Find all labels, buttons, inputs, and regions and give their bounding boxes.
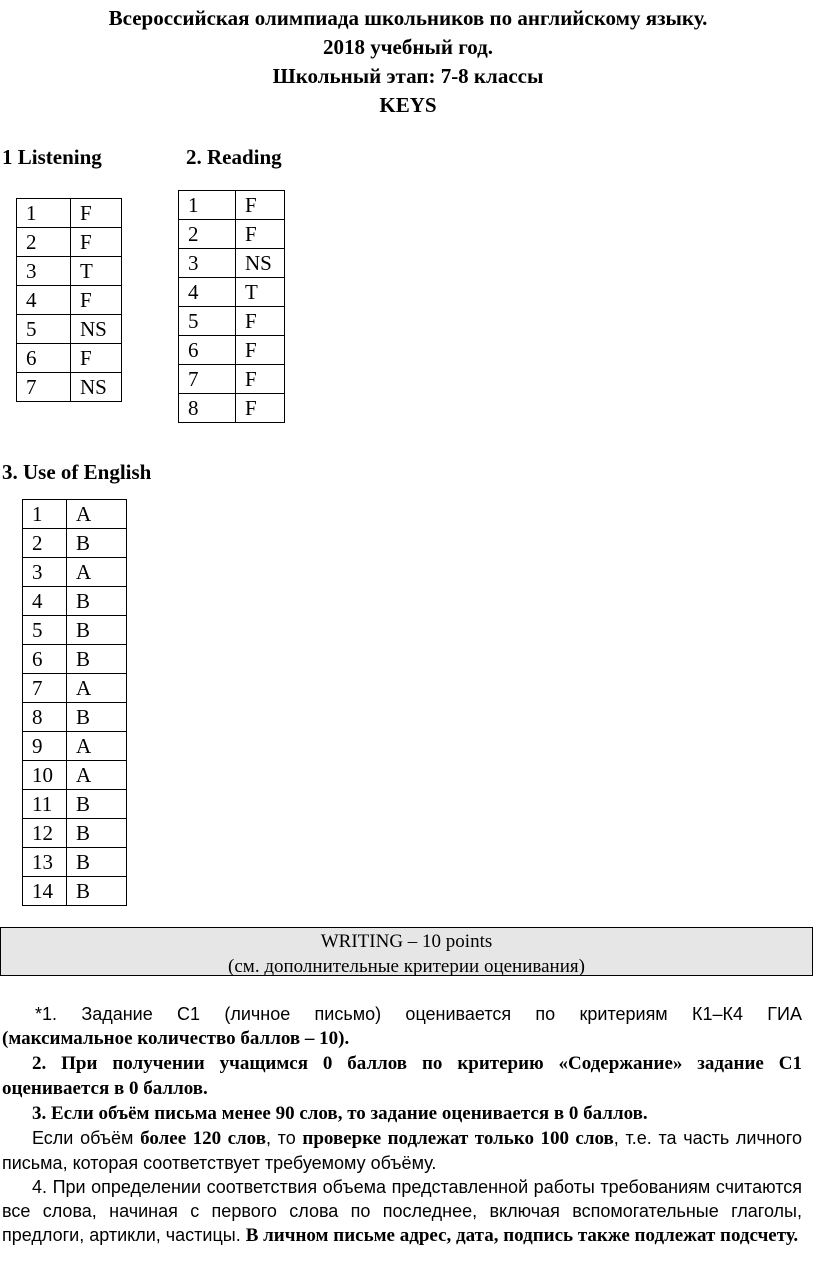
- reading-row: [179, 394, 285, 423]
- answer-value: B: [67, 703, 127, 732]
- use-of-english-row: [23, 848, 127, 877]
- answer-value: B: [67, 877, 127, 906]
- answer-value: B: [67, 529, 127, 558]
- use-of-english-row: [23, 761, 127, 790]
- question-number: 8: [23, 703, 67, 732]
- listening-heading: 1 Listening: [2, 145, 102, 169]
- question-number: 6: [23, 645, 67, 674]
- answer-value: A: [67, 674, 127, 703]
- question-number: 14: [23, 877, 67, 906]
- answer-value: A: [67, 500, 127, 529]
- answer-value: F: [236, 336, 285, 365]
- note-1: *1. Задание С1 (личное письмо) оценивается по критериям К1–К4 ГИА: [35, 1004, 802, 1024]
- question-number: 4: [179, 278, 236, 307]
- listening-row: [17, 199, 122, 228]
- answer-value: B: [67, 645, 127, 674]
- answer-value: F: [236, 307, 285, 336]
- answer-value: B: [67, 587, 127, 616]
- question-number: 6: [179, 336, 236, 365]
- question-number: 3: [179, 249, 236, 278]
- reading-row: [179, 307, 285, 336]
- use-of-english-row: [23, 529, 127, 558]
- question-number: 1: [179, 191, 236, 220]
- answer-value: NS: [71, 373, 122, 402]
- answer-value: A: [67, 732, 127, 761]
- use-of-english-row: [23, 877, 127, 906]
- question-number: 3: [17, 257, 71, 286]
- writing-banner: [0, 927, 813, 976]
- answer-value: B: [67, 819, 127, 848]
- question-number: 4: [23, 587, 67, 616]
- question-number: 11: [23, 790, 67, 819]
- note-3-extra: Если объём более 120 слов, то проверке подлежат только 100 слов, т.е. та часть личного письма, которая соответствует требуемому объёму.: [2, 1128, 802, 1173]
- answer-value: NS: [236, 249, 285, 278]
- use-of-english-answers-table: [22, 499, 127, 906]
- answer-value: F: [236, 365, 285, 394]
- writing-notes: [2, 1002, 802, 1248]
- question-number: 1: [17, 199, 71, 228]
- reading-row: [179, 336, 285, 365]
- listening-row: [17, 286, 122, 315]
- question-number: 7: [17, 373, 71, 402]
- question-number: 12: [23, 819, 67, 848]
- question-number: 8: [179, 394, 236, 423]
- use-of-english-row: [23, 500, 127, 529]
- listening-row: [17, 315, 122, 344]
- answer-value: F: [236, 220, 285, 249]
- writing-criteria-note: (см. дополнительные критерии оценивания): [228, 956, 585, 977]
- question-number: 1: [23, 500, 67, 529]
- answer-value: F: [71, 344, 122, 373]
- question-number: 5: [23, 616, 67, 645]
- answer-value: B: [67, 790, 127, 819]
- note-1-cont: (максимальное количество баллов – 10).: [2, 1028, 350, 1049]
- reading-answers-table: [178, 190, 285, 423]
- answer-value: F: [236, 394, 285, 423]
- question-number: 3: [23, 558, 67, 587]
- question-number: 4: [17, 286, 71, 315]
- note-2: 2. При получении учащимся 0 баллов по критерию «Содержание» задание С1 оценивается в 0 баллов.: [2, 1053, 802, 1099]
- question-number: 2: [179, 220, 236, 249]
- reading-row: [179, 365, 285, 394]
- reading-row: [179, 220, 285, 249]
- year-line: 2018 учебный год.: [322, 35, 494, 59]
- note-3: 3. Если объём письма менее 90 слов, то задание оценивается в 0 баллов.: [32, 1103, 648, 1124]
- use-of-english-row: [23, 616, 127, 645]
- question-number: 6: [17, 344, 71, 373]
- use-of-english-row: [23, 674, 127, 703]
- use-of-english-row: [23, 790, 127, 819]
- answer-value: A: [67, 761, 127, 790]
- question-number: 7: [23, 674, 67, 703]
- note-4: 4. При определении соответствия объема представленной работы требованиям считаются все слова, начиная с первого слова по последнее, включая вспомогательные глаголы, предлоги, артикли, частицы. В личном письме адрес, дата, подпись также подлежат подсчету.: [2, 1177, 802, 1246]
- olympiad-title: Всероссийская олимпиада школьников по английскому языку.: [108, 6, 708, 30]
- question-number: 7: [179, 365, 236, 394]
- reading-heading: 2. Reading: [186, 145, 282, 169]
- question-number: 10: [23, 761, 67, 790]
- question-number: 13: [23, 848, 67, 877]
- question-number: 2: [17, 228, 71, 257]
- stage-line: Школьный этап: 7-8 классы: [272, 64, 544, 88]
- answer-value: T: [236, 278, 285, 307]
- answer-value: NS: [71, 315, 122, 344]
- use-of-english-row: [23, 732, 127, 761]
- answer-value: B: [67, 616, 127, 645]
- use-of-english-row: [23, 703, 127, 732]
- answer-value: F: [71, 228, 122, 257]
- listening-row: [17, 344, 122, 373]
- writing-points: WRITING – 10 points: [320, 931, 493, 952]
- use-of-english-row: [23, 587, 127, 616]
- question-number: 9: [23, 732, 67, 761]
- reading-row: [179, 191, 285, 220]
- answer-value: F: [71, 199, 122, 228]
- answer-value: B: [67, 848, 127, 877]
- answer-value: T: [71, 257, 122, 286]
- use-of-english-heading: 3. Use of English: [2, 460, 152, 484]
- listening-row: [17, 228, 122, 257]
- use-of-english-row: [23, 558, 127, 587]
- listening-answers-table: [16, 198, 122, 402]
- answer-value: F: [236, 191, 285, 220]
- question-number: 5: [17, 315, 71, 344]
- answer-value: F: [71, 286, 122, 315]
- keys-title: KEYS: [379, 93, 437, 117]
- question-number: 2: [23, 529, 67, 558]
- reading-row: [179, 249, 285, 278]
- use-of-english-row: [23, 819, 127, 848]
- answer-value: A: [67, 558, 127, 587]
- question-number: 5: [179, 307, 236, 336]
- reading-row: [179, 278, 285, 307]
- listening-row: [17, 373, 122, 402]
- use-of-english-row: [23, 645, 127, 674]
- listening-row: [17, 257, 122, 286]
